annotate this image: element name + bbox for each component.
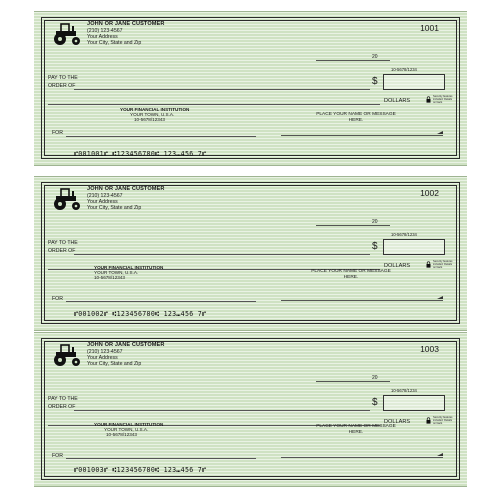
amount-words-field[interactable] <box>48 104 380 105</box>
amount-field[interactable] <box>383 74 445 90</box>
signature-message: PLACE YOUR NAME OR MESSAGE HERE. <box>316 424 396 435</box>
account-holder-phone: (210) 123-4567 <box>87 28 123 34</box>
dollars-label: DOLLARS <box>384 263 411 269</box>
date-field[interactable] <box>316 225 390 226</box>
account-holder-city: Your City, State and Zip <box>87 40 142 46</box>
signature-field[interactable] <box>281 135 443 136</box>
account-holder-city: Your City, State and Zip <box>87 205 142 211</box>
bank-routing: 10-5678/12343 <box>94 275 125 280</box>
memo-field[interactable] <box>66 136 256 137</box>
check-1 <box>34 11 467 166</box>
micr-line: ⑈001001⑈ ⑆123456780⑆ 123⑉456 7⑈ <box>74 150 207 158</box>
check-number: 1003 <box>420 344 439 354</box>
lock-icon <box>426 261 431 268</box>
account-holder-phone: (210) 123-4567 <box>87 193 123 199</box>
check-number: 1001 <box>420 23 439 33</box>
order-of-label: ORDER OF <box>48 248 76 254</box>
dollar-sign: $ <box>372 241 378 252</box>
memo-label: FOR <box>52 453 63 459</box>
pay-to-label: PAY TO THE <box>48 75 78 81</box>
bank-town: YOUR TOWN, U.S.A. <box>104 427 149 432</box>
routing-fraction: 10-5678/1234 <box>391 232 417 237</box>
account-holder-city: Your City, State and Zip <box>87 361 142 367</box>
corner-mark-icon <box>437 131 443 134</box>
pay-to-label: PAY TO THE <box>48 396 78 402</box>
signature-message: PLACE YOUR NAME OR MESSAGE HERE. <box>311 269 391 280</box>
bank-name: YOUR FINANCIAL INSTITUTION <box>120 107 190 112</box>
memo-label: FOR <box>52 296 63 302</box>
bank-town: YOUR TOWN, U.S.A. <box>94 270 139 275</box>
order-of-label: ORDER OF <box>48 83 76 89</box>
security-note: Security features included. Details on back. <box>433 95 453 104</box>
dollar-sign: $ <box>372 397 378 408</box>
account-holder-name: JOHN OR JANE CUSTOMER <box>87 342 165 348</box>
check-2 <box>34 176 467 331</box>
bank-name: YOUR FINANCIAL INSTITUTION <box>94 265 164 270</box>
account-holder-address: Your Address <box>87 199 118 205</box>
dollars-label: DOLLARS <box>384 98 411 104</box>
bank-routing: 10-5678/12343 <box>134 117 165 122</box>
memo-field[interactable] <box>66 301 256 302</box>
micr-line: ⑈001003⑈ ⑆123456780⑆ 123⑉456 7⑈ <box>74 466 207 474</box>
pay-to-label: PAY TO THE <box>48 240 78 246</box>
date-prefix: 20 <box>372 54 378 60</box>
signature-message: PLACE YOUR NAME OR MESSAGE HERE. <box>316 112 396 123</box>
date-prefix: 20 <box>372 375 378 381</box>
routing-fraction: 10-5678/1234 <box>391 388 417 393</box>
tractor-icon <box>52 343 82 367</box>
corner-mark-icon <box>437 453 443 456</box>
account-holder-name: JOHN OR JANE CUSTOMER <box>87 186 165 192</box>
bank-name: YOUR FINANCIAL INSTITUTION <box>94 422 164 427</box>
check-3 <box>34 332 467 487</box>
bank-routing: 10-5678/12343 <box>106 432 137 437</box>
check-number: 1002 <box>420 188 439 198</box>
date-field[interactable] <box>316 381 390 382</box>
bank-town: YOUR TOWN, U.S.A. <box>130 112 175 117</box>
payee-field[interactable] <box>74 89 370 90</box>
account-holder-address: Your Address <box>87 355 118 361</box>
account-holder-name: JOHN OR JANE CUSTOMER <box>87 21 165 27</box>
amount-field[interactable] <box>383 395 445 411</box>
security-note: Security features included. Details on back. <box>433 260 453 269</box>
signature-field[interactable] <box>281 457 443 458</box>
account-holder-phone: (210) 123-4567 <box>87 349 123 355</box>
date-field[interactable] <box>316 60 390 61</box>
tractor-icon <box>52 187 82 211</box>
date-prefix: 20 <box>372 219 378 225</box>
signature-field[interactable] <box>281 300 443 301</box>
lock-icon <box>426 96 431 103</box>
payee-field[interactable] <box>74 254 370 255</box>
dollar-sign: $ <box>372 76 378 87</box>
dollars-label: DOLLARS <box>384 419 411 425</box>
micr-line: ⑈001002⑈ ⑆123456780⑆ 123⑉456 7⑈ <box>74 310 207 318</box>
tractor-icon <box>52 22 82 46</box>
routing-fraction: 10-5678/1234 <box>391 67 417 72</box>
memo-field[interactable] <box>66 458 256 459</box>
amount-field[interactable] <box>383 239 445 255</box>
order-of-label: ORDER OF <box>48 404 76 410</box>
memo-label: FOR <box>52 130 63 136</box>
security-note: Security features included. Details on back. <box>433 416 453 425</box>
payee-field[interactable] <box>74 410 370 411</box>
lock-icon <box>426 417 431 424</box>
account-holder-address: Your Address <box>87 34 118 40</box>
corner-mark-icon <box>437 296 443 299</box>
